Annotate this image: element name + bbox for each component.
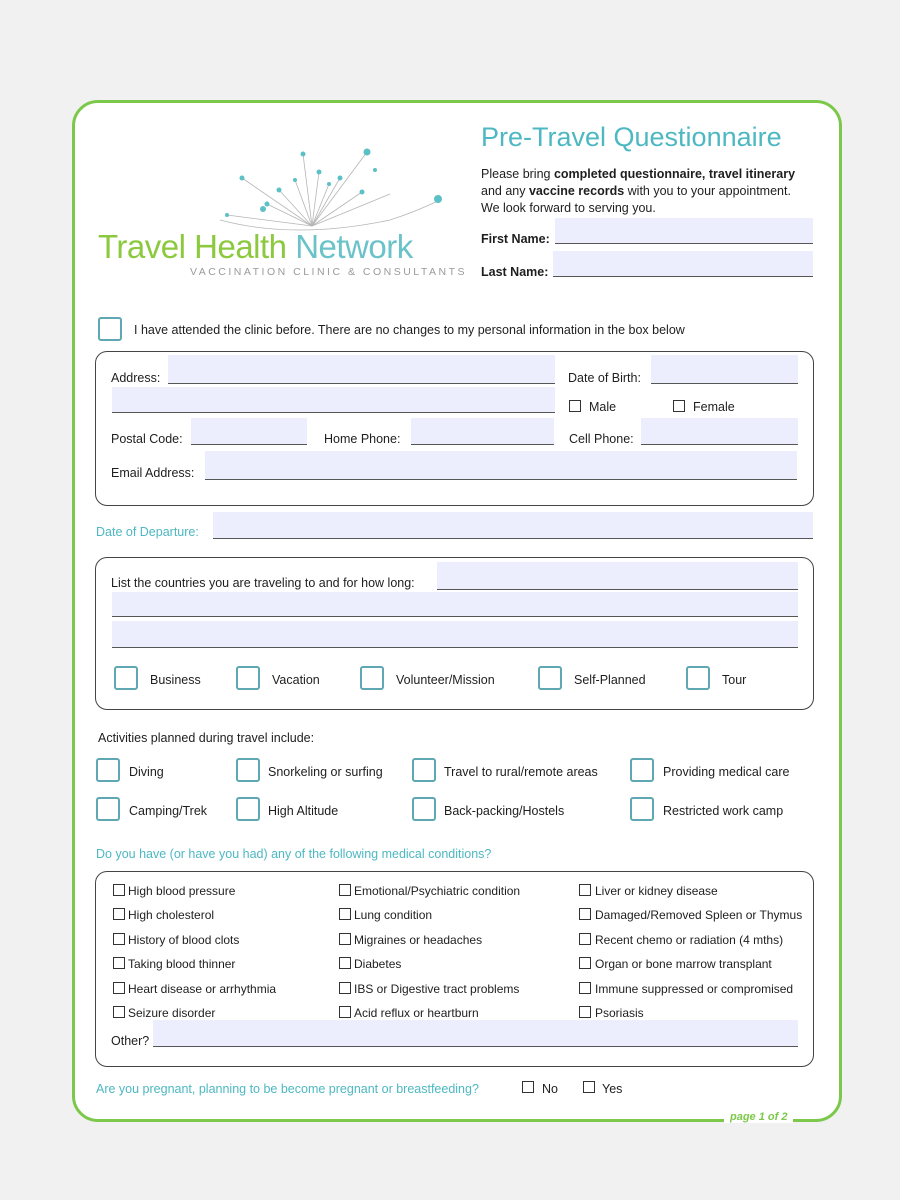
condition-label: Recent chemo or radiation (4 mths): [595, 933, 784, 947]
trip-type-vacation-checkbox[interactable]: [236, 666, 260, 690]
condition-checkbox[interactable]: [113, 884, 125, 896]
activity-diving-label: Diving: [129, 765, 164, 779]
condition-checkbox[interactable]: [113, 908, 125, 920]
logo-dandelion-icon: [215, 140, 455, 235]
trip-type-tour-checkbox[interactable]: [686, 666, 710, 690]
condition-label: Liver or kidney disease: [595, 884, 718, 898]
condition-label: High cholesterol: [128, 908, 215, 922]
attended-before-checkbox[interactable]: [98, 317, 122, 341]
condition-checkbox[interactable]: [339, 1006, 351, 1018]
condition-label: High blood pressure: [128, 884, 236, 898]
condition-label: History of blood clots: [128, 933, 240, 947]
activity-medical-care-label: Providing medical care: [663, 765, 790, 779]
medical-question: Do you have (or have you had) any of the following medical conditions?: [96, 847, 492, 861]
condition-checkbox[interactable]: [579, 1006, 591, 1018]
intro-line2-c: with you to your appointment.: [624, 184, 791, 198]
condition-checkbox[interactable]: [579, 933, 591, 945]
activity-diving-checkbox[interactable]: [96, 758, 120, 782]
condition-checkbox[interactable]: [339, 957, 351, 969]
activity-camping-label: Camping/Trek: [129, 804, 208, 818]
pregnancy-yes-checkbox[interactable]: [583, 1081, 595, 1093]
countries-label: List the countries you are traveling to and for how long:: [111, 576, 415, 590]
trip-type-business-label: Business: [150, 673, 201, 687]
condition-label: Taking blood thinner: [128, 957, 236, 971]
condition-checkbox[interactable]: [339, 933, 351, 945]
condition-checkbox[interactable]: [113, 933, 125, 945]
female-label: Female: [693, 400, 735, 414]
trip-type-self-planned-checkbox[interactable]: [538, 666, 562, 690]
activity-medical-care-checkbox[interactable]: [630, 758, 654, 782]
email-label: Email Address:: [111, 466, 195, 480]
activity-altitude-checkbox[interactable]: [236, 797, 260, 821]
departure-field[interactable]: [213, 512, 813, 539]
condition-label: IBS or Digestive tract problems: [354, 982, 520, 996]
pregnancy-no-label: No: [542, 1082, 558, 1096]
activity-backpacking-checkbox[interactable]: [412, 797, 436, 821]
other-field[interactable]: [153, 1020, 798, 1047]
trip-type-tour-label: Tour: [722, 673, 747, 687]
trip-type-volunteer-label: Volunteer/Mission: [396, 673, 495, 687]
male-label: Male: [589, 400, 617, 414]
condition-checkbox[interactable]: [113, 957, 125, 969]
brand-name-part2: Network: [295, 228, 413, 265]
cell-phone-label: Cell Phone:: [569, 432, 634, 446]
condition-checkbox[interactable]: [579, 884, 591, 896]
intro-line2-a: and any: [481, 184, 529, 198]
form-title: Pre-Travel Questionnaire: [481, 122, 782, 152]
brand-tagline: VACCINATION CLINIC & CONSULTANTS: [190, 266, 467, 278]
home-phone-field[interactable]: [411, 418, 554, 445]
condition-checkbox[interactable]: [579, 908, 591, 920]
activities-label: Activities planned during travel include:: [98, 731, 315, 745]
condition-label: Acid reflux or heartburn: [354, 1006, 479, 1020]
female-checkbox[interactable]: [673, 400, 685, 412]
address-label: Address:: [111, 371, 161, 385]
condition-label: Damaged/Removed Spleen or Thymus: [595, 908, 803, 922]
condition-checkbox[interactable]: [579, 982, 591, 994]
dob-label: Date of Birth:: [568, 371, 641, 385]
pregnancy-no-checkbox[interactable]: [522, 1081, 534, 1093]
trip-type-vacation-label: Vacation: [272, 673, 320, 687]
condition-label: Heart disease or arrhythmia: [128, 982, 277, 996]
condition-checkbox[interactable]: [113, 982, 125, 994]
email-field[interactable]: [205, 451, 797, 480]
male-checkbox[interactable]: [569, 400, 581, 412]
condition-label: Diabetes: [354, 957, 402, 971]
activity-altitude-label: High Altitude: [268, 804, 339, 818]
condition-label: Psoriasis: [595, 1006, 644, 1020]
activity-work-camp-label: Restricted work camp: [663, 804, 784, 818]
intro-line3: We look forward to serving you.: [481, 201, 656, 215]
other-label: Other?: [111, 1034, 150, 1048]
brand-name: [98, 228, 413, 266]
last-name-label: Last Name:: [481, 265, 549, 279]
condition-label: Organ or bone marrow transplant: [595, 957, 772, 971]
condition-checkbox[interactable]: [113, 1006, 125, 1018]
first-name-label: First Name:: [481, 232, 550, 246]
page-number: page 1 of 2: [724, 1111, 793, 1123]
condition-label: Seizure disorder: [128, 1006, 216, 1020]
activity-rural-checkbox[interactable]: [412, 758, 436, 782]
condition-label: Immune suppressed or compromised: [595, 982, 794, 996]
intro-text: [481, 166, 795, 217]
first-name-field[interactable]: [555, 218, 813, 244]
intro-line1-b: completed questionnaire, travel itinerary: [553, 167, 796, 181]
condition-label: Emotional/Psychiatric condition: [354, 884, 521, 898]
last-name-field[interactable]: [553, 251, 813, 277]
condition-checkbox[interactable]: [579, 957, 591, 969]
activity-backpacking-label: Back-packing/Hostels: [444, 804, 565, 818]
condition-checkbox[interactable]: [339, 884, 351, 896]
cell-phone-field[interactable]: [641, 418, 798, 445]
intro-line1-a: Please bring: [481, 167, 554, 181]
trip-type-self-planned-label: Self-Planned: [574, 673, 646, 687]
dob-field[interactable]: [651, 355, 798, 384]
activity-snorkeling-label: Snorkeling or surfing: [268, 765, 383, 779]
condition-label: Migraines or headaches: [354, 933, 483, 947]
intro-line2-b: vaccine records: [528, 184, 625, 198]
trip-type-volunteer-checkbox[interactable]: [360, 666, 384, 690]
countries-field-line3[interactable]: [112, 621, 798, 648]
postal-code-field[interactable]: [191, 418, 307, 445]
address-field-line2[interactable]: [112, 387, 555, 413]
pregnancy-question: Are you pregnant, planning to be become pregnant or breastfeeding?: [96, 1082, 479, 1096]
attended-before-label: I have attended the clinic before. There are no changes to my personal information in the box below: [134, 323, 685, 337]
brand-name-part1: Travel Health: [98, 228, 287, 265]
address-field-line1[interactable]: [168, 355, 555, 384]
pregnancy-yes-label: Yes: [602, 1082, 623, 1096]
countries-field-line2[interactable]: [112, 592, 798, 617]
activity-snorkeling-checkbox[interactable]: [236, 758, 260, 782]
postal-code-label: Postal Code:: [111, 432, 183, 446]
condition-label: Lung condition: [354, 908, 433, 922]
condition-checkbox[interactable]: [339, 982, 351, 994]
trip-type-business-checkbox[interactable]: [114, 666, 138, 690]
condition-checkbox[interactable]: [339, 908, 351, 920]
home-phone-label: Home Phone:: [324, 432, 401, 446]
departure-label: Date of Departure:: [96, 525, 199, 539]
activity-rural-label: Travel to rural/remote areas: [444, 765, 598, 779]
countries-field-line1[interactable]: [437, 562, 798, 590]
activity-camping-checkbox[interactable]: [96, 797, 120, 821]
activity-work-camp-checkbox[interactable]: [630, 797, 654, 821]
